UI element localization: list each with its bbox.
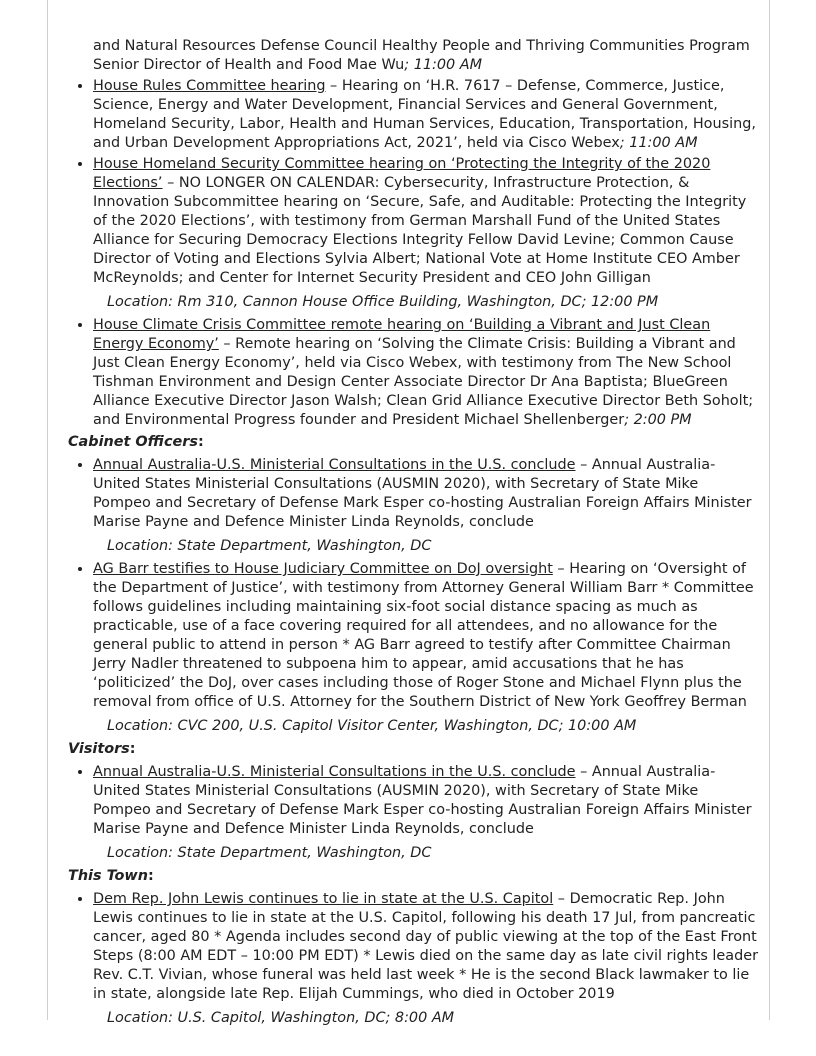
event-link[interactable]: House Rules Committee hearing — [93, 78, 326, 94]
cabinet-list-2 — [68, 560, 758, 712]
event-location: Location: Rm 310, Cannon House Office Building, Washington, DC; 12:00 PM — [107, 294, 659, 310]
item-description: and Natural Resources Defense Council Healthy People and Thriving Communities Program Senior Director of Health and Food Mae Wu — [93, 38, 750, 73]
event-location: Location: State Department, Washington, DC — [107, 538, 432, 554]
item-description: – Annual Australia-United States Ministerial Consultations (AUSMIN 2020), with Secretary of State Mike Pompeo and Secretary of Defense Mark Esper co-hosting Australian Foreign Affairs Minister Marise Payne and Defence Minister Linda Reynolds, conclude — [93, 764, 752, 837]
list-item — [93, 155, 758, 288]
cabinet-list — [68, 456, 758, 532]
section-title: Cabinet Officers — [68, 434, 198, 450]
visitors-list — [68, 763, 758, 839]
section-colon: : — [197, 434, 204, 450]
section-heading-town — [68, 867, 758, 886]
event-link[interactable]: Annual Australia-U.S. Ministerial Consultations in the U.S. conclude — [93, 764, 576, 780]
congress-list — [68, 37, 758, 288]
item-description: – Democratic Rep. John Lewis continues to lie in state at the U.S. Capitol, following his death 17 Jul, from pancreatic cancer, aged 80 * Agenda includes second day of public viewing at the top of the East Front Steps (8:00 AM EDT – 10:00 PM EDT) * Lewis died on the same day as late civil rights leader Rev. C.T. Vivian, whose funeral was held last week * He is the second Black lawmaker to lie in state, alongside late Rep. Elijah Cummings, who died in October 2019 — [93, 891, 759, 1002]
item-time: ; 11:00 AM — [404, 57, 483, 73]
section-colon: : — [147, 868, 154, 884]
list-item — [93, 890, 758, 1004]
event-location: Location: U.S. Capitol, Washington, DC; 8:00 AM — [107, 1010, 455, 1026]
event-location: Location: State Department, Washington, DC — [107, 845, 432, 861]
item-time: ; 2:00 PM — [624, 412, 692, 428]
event-location: Location: CVC 200, U.S. Capitol Visitor Center, Washington, DC; 10:00 AM — [107, 718, 637, 734]
list-item — [93, 456, 758, 532]
event-link[interactable]: AG Barr testifies to House Judiciary Committee on DoJ oversight — [93, 561, 553, 577]
item-description: – NO LONGER ON CALENDAR: Cybersecurity, Infrastructure Protection, & Innovation Subcommittee hearing on ‘Secure, Safe, and Auditable: Protecting the Integrity of the 2020 Elections’, with testimony from German Marshall Fund of the United States Alliance for Securing Democracy Elections Integrity Fellow David Levine; Common Cause Director of Voting and Elections Sylvia Albert; National Vote at Home Institute CEO Amber McReynolds; and Center for Internet Security President and CEO John Gilligan — [93, 175, 747, 286]
town-list — [68, 890, 758, 1004]
list-item-continuation — [93, 37, 758, 75]
document-body — [68, 37, 758, 1032]
list-item — [93, 763, 758, 839]
section-heading-visitors — [68, 740, 758, 759]
climate-list — [68, 316, 758, 430]
item-description: – Annual Australia-United States Ministerial Consultations (AUSMIN 2020), with Secretary of State Mike Pompeo and Secretary of Defense Mark Esper co-hosting Australian Foreign Affairs Minister Marise Payne and Defence Minister Linda Reynolds, conclude — [93, 457, 752, 530]
item-description: – Hearing on ‘H.R. 7617 – Defense, Commerce, Justice, Science, Energy and Water Development, Financial Services and General Government, Homeland Security, Labor, Health and Human Services, Education, Transportation, Housing, and Urban Development Appropriations Act, 2021’, held via Cisco Webex — [93, 78, 756, 151]
event-link[interactable]: Annual Australia-U.S. Ministerial Consultations in the U.S. conclude — [93, 457, 576, 473]
section-title: This Town — [68, 868, 148, 884]
event-link[interactable]: House Homeland Security Committee hearing on ‘Protecting the Integrity of the 2020 Elections’ — [93, 156, 711, 191]
list-item — [93, 316, 758, 430]
event-link[interactable]: Dem Rep. John Lewis continues to lie in state at the U.S. Capitol — [93, 891, 554, 907]
section-heading-cabinet — [68, 433, 758, 452]
item-description: – Hearing on ‘Oversight of the Department of Justice’, with testimony from Attorney General William Barr * Committee follows guidelines including maintaining six-foot social distance spacing as much as practicable, use of a face covering required for all attendees, and no allowance for the general public to attend in person * AG Barr agreed to testify after Committee Chairman Jerry Nadler threatened to subpoena him to appear, amid accusations that he has ‘politicized’ the DoJ, over cases including those of Roger Stone and Michael Flynn plus the removal from office of U.S. Attorney for the Southern District of New York Geoffrey Berman — [93, 561, 754, 710]
section-title: Visitors — [68, 741, 130, 757]
list-item — [93, 560, 758, 712]
event-link[interactable]: House Climate Crisis Committee remote hearing on ‘Building a Vibrant and Just Clean Energy Economy’ — [93, 317, 711, 352]
item-description: – Remote hearing on ‘Solving the Climate Crisis: Building a Vibrant and Just Clean Energy Economy’, held via Cisco Webex, with testimony from The New School Tishman Environment and Design Center Associate Director Dr Ana Baptista; BlueGreen Alliance Executive Director Jason Walsh; Clean Grid Alliance Executive Director Beth Soholt; and Environmental Progress founder and President Michael Shellenberger — [93, 336, 754, 428]
list-item — [93, 77, 758, 153]
section-colon: : — [129, 741, 136, 757]
item-time: ; 11:00 AM — [619, 135, 698, 151]
